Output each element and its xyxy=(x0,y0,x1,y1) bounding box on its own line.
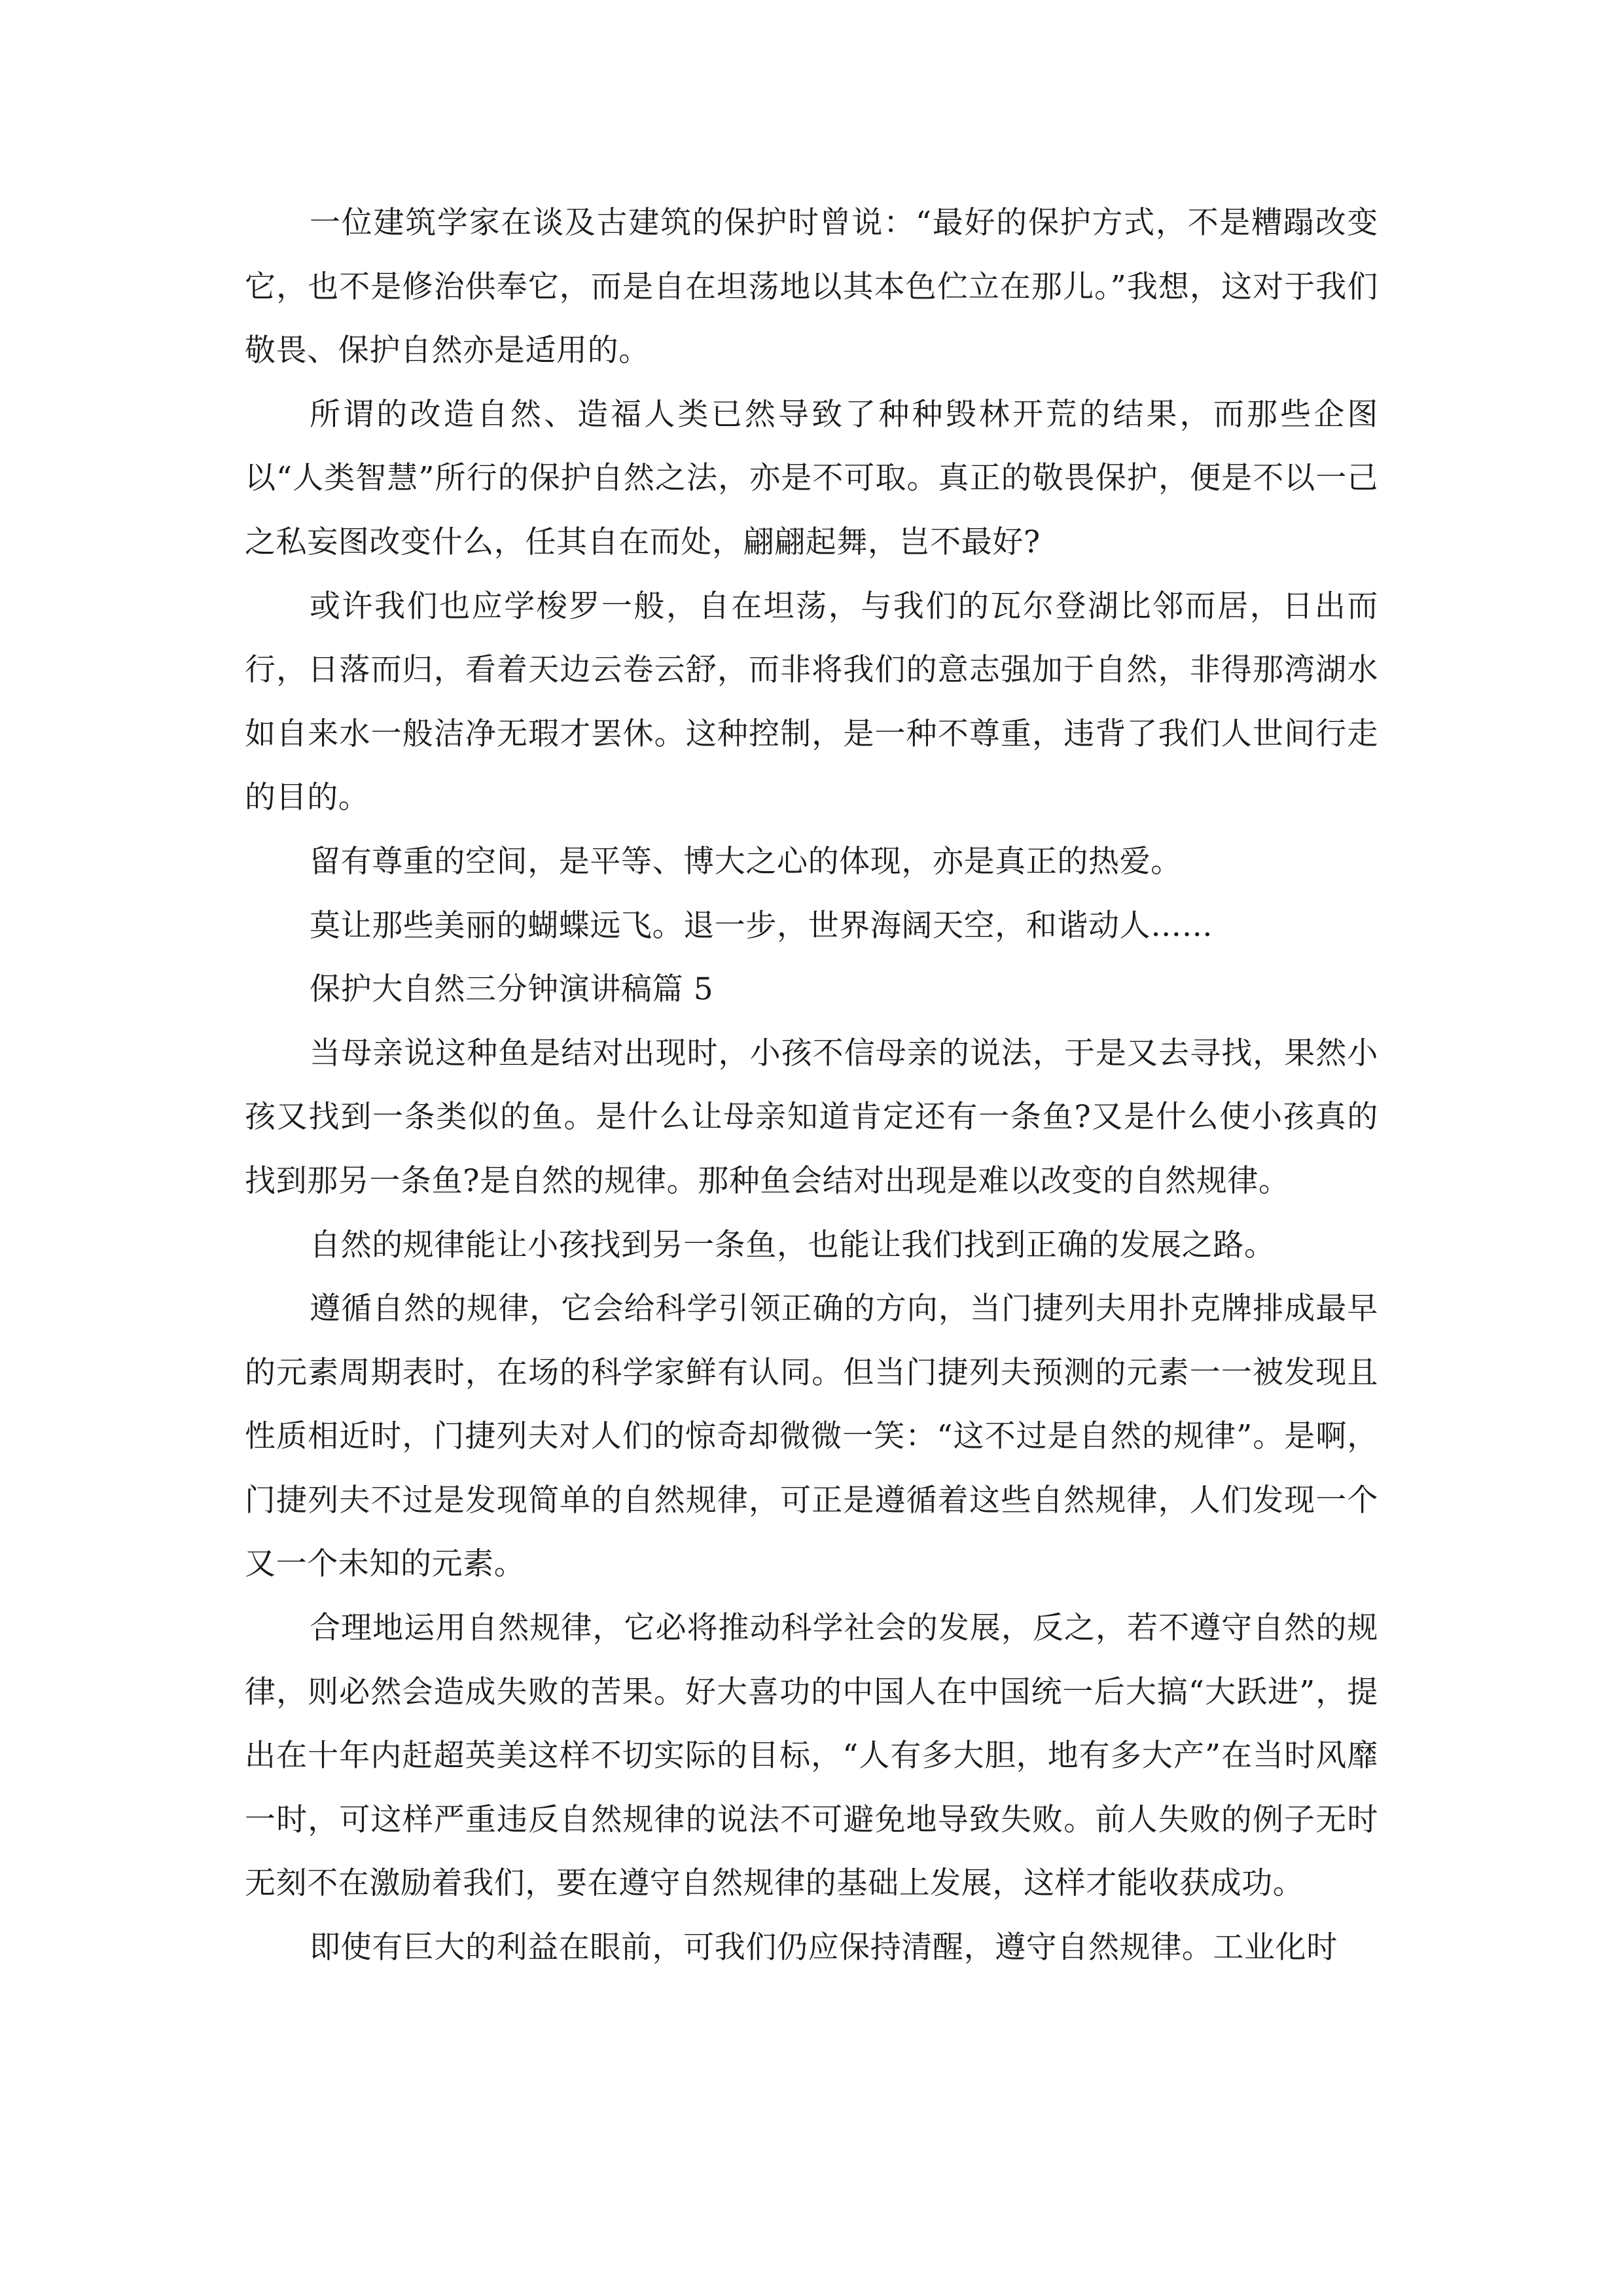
paragraph: 所谓的改造自然、造福人类已然导致了种种毁林开荒的结果，而那些企图以“人类智慧”所行的保护自然之法，亦是不可取。真正的敬畏保护，便是不以一己之私妄图改变什么，任其自在而处，翩翩起舞，岂不最好? xyxy=(245,396,1378,560)
body-text xyxy=(245,191,1378,1980)
paragraph: 或许我们也应学梭罗一般，自在坦荡，与我们的瓦尔登湖比邻而居，日出而行，日落而归，看着天边云卷云舒，而非将我们的意志强加于自然，非得那湾湖水如自来水一般洁净无瑕才罢休。这种控制，是一种不尊重，违背了我们人世间行走的目的。 xyxy=(245,588,1378,816)
paragraph: 自然的规律能让小孩找到另一条鱼，也能让我们找到正确的发展之路。 xyxy=(310,1227,1275,1263)
paragraph: 莫让那些美丽的蝴蝶远飞。退一步，世界海阔天空，和谐动人…… xyxy=(310,907,1213,944)
paragraph: 当母亲说这种鱼是结对出现时，小孩不信母亲的说法，于是又去寻找，果然小孩又找到一条类似的鱼。是什么让母亲知道肯定还有一条鱼?又是什么使小孩真的 找到那另一条鱼?是自然的规律。那种鱼会结对出现是难以改变的自然规律。 xyxy=(245,1035,1378,1199)
paragraph: 一位建筑学家在谈及古建筑的保护时曾说：“最好的保护方式，不是糟蹋改变它，也不是修治供奉它，而是自在坦荡地以其本色伫立在那儿。”我想，这对于我们敬畏、保护自然亦是适用的。 xyxy=(245,205,1378,369)
paragraph: 合理地运用自然规律，它必将推动科学社会的发展，反之，若不遵守自然的规律，则必然会造成失败的苦果。好大喜功的中国人在中国统一后大搞“大跃进”，提出在十年内赶超英美这样不切实际的目标，“人有多大胆，地有多大产”在当时风靡一时，可这样严重违反自然规律的说法不可避免地导致失败。前人失败的例子无时无刻不在激励着我们，要在遵守自然规律的基础上发展，这样才能收获成功。 xyxy=(245,1610,1378,1902)
paragraph: 遵循自然的规律，它会给科学引领正确的方向，当门捷列夫用扑克牌排成最早的元素周期表时，在场的科学家鲜有认同。但当门捷列夫预测的元素一一被发现且性质相近时，门捷列夫对人们的惊奇却微微一笑：“这不过是自然的规律”。是啊，门捷列夫不过是发现简单的自然规律，可正是遵循着这些自然规律，人们发现一个又一个未知的元素。 xyxy=(245,1291,1378,1583)
paragraph: 留有尊重的空间，是平等、博大之心的体现，亦是真正的热爱。 xyxy=(310,843,1182,880)
paragraph: 即使有巨大的利益在眼前，可我们仍应保持清醒，遵守自然规律。工业化时 xyxy=(310,1929,1338,1966)
section-title: 保护大自然三分钟演讲稿篇 5 xyxy=(310,971,714,1008)
